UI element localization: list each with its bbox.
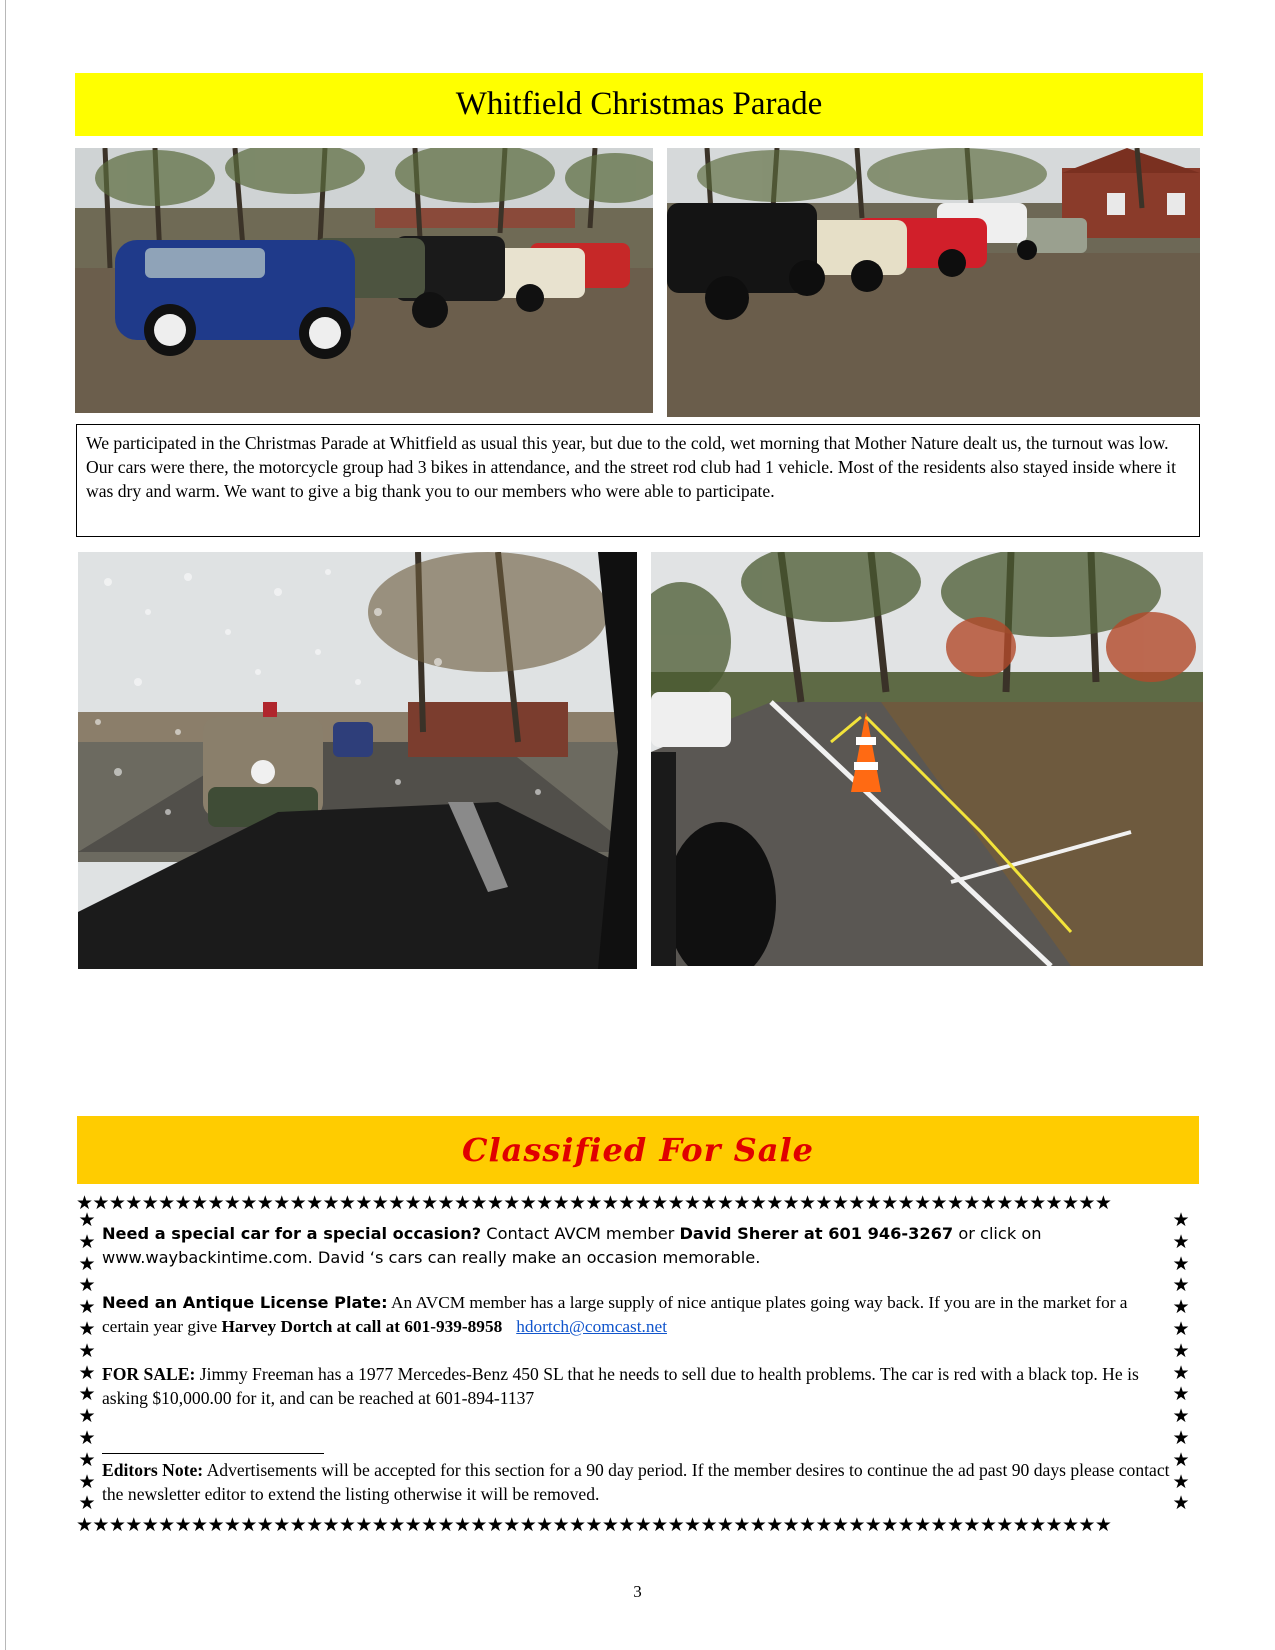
email-link[interactable]: hdortch@comcast.net <box>516 1317 667 1336</box>
ad-text: Jimmy Freeman has a 1977 Mercedes-Benz 450 SL that he needs to sell due to health problems. The car is red with a black top. He is asking $10,000.00 for it, and can be reached at 601-894-1137 <box>102 1364 1139 1408</box>
ad-lead: FOR SALE: <box>102 1364 196 1384</box>
ad-contact: Harvey Dortch at call at 601-939-8958 <box>221 1317 503 1336</box>
parade-title-banner <box>75 73 1203 136</box>
ad-text: An AVCM member has a large supply of nice antique plates going way back. If you are in the market for a certain year give <box>102 1293 1128 1336</box>
classified-title: Classified For Sale <box>461 1131 814 1169</box>
ad-contact: David Sherer at 601 946-3267 <box>679 1224 954 1243</box>
classified-ad-mercedes <box>102 1362 1172 1410</box>
ad-text: or click on www.waybackintime.com. David ‘s cars can really make an occasion memorable. <box>102 1224 1042 1267</box>
note-lead: Editors Note: <box>102 1460 204 1480</box>
parade-title: Whitfield Christmas Parade <box>455 86 823 122</box>
parade-photo-parking-lot <box>667 148 1200 417</box>
star-border-bottom: ★★★★★★★★★★★★★★★★★★★★★★★★★★★★★★★★★★★★★★★★★★★★★★★★★★★★★★★★★★★★★★★ <box>76 1514 1112 1536</box>
star-border-top: ★★★★★★★★★★★★★★★★★★★★★★★★★★★★★★★★★★★★★★★★★★★★★★★★★★★★★★★★★★★★★★★ <box>76 1192 1112 1214</box>
ad-lead: Need an Antique License Plate: <box>102 1293 388 1312</box>
note-divider <box>102 1453 324 1454</box>
classified-ad-special-occasion <box>102 1222 1172 1270</box>
classified-section <box>76 1192 1198 1536</box>
ad-text: Contact AVCM member <box>481 1224 680 1243</box>
classified-ad-license-plate <box>102 1291 1172 1339</box>
page-edge-rule <box>5 0 6 1650</box>
note-text: Advertisements will be accepted for this section for a 90 day period. If the member desires to continue the ad past 90 days please contact the newsletter editor to extend the listing otherwise it will be removed. <box>102 1460 1170 1504</box>
editors-note <box>102 1458 1172 1506</box>
parade-photo-rainy-windshield <box>78 552 637 969</box>
page-number: 3 <box>633 1582 642 1601</box>
parade-photo-road-with-cones <box>651 552 1203 966</box>
star-border-left: ★ ★ ★ ★ ★ ★ ★ ★ ★ ★ ★ ★ ★ ★ <box>78 1210 96 1515</box>
parade-description: We participated in the Christmas Parade at Whitfield as usual this year, but due to the cold, wet morning that Mother Nature dealt us, the turnout was low. Our cars were there, the motorcycle group had 3 bikes in attendance, and the street rod club had 1 vehicle. Most of the residents also stayed inside where it was dry and warm. We want to give a big thank you to our members who were able to participate. <box>76 424 1200 537</box>
ad-lead: Need a special car for a special occasion? <box>102 1224 482 1243</box>
parade-photo-cars-lined-up <box>75 148 653 413</box>
star-border-right: ★ ★ ★ ★ ★ ★ ★ ★ ★ ★ ★ ★ ★ ★ <box>1172 1210 1190 1515</box>
classified-title-banner <box>77 1116 1199 1184</box>
